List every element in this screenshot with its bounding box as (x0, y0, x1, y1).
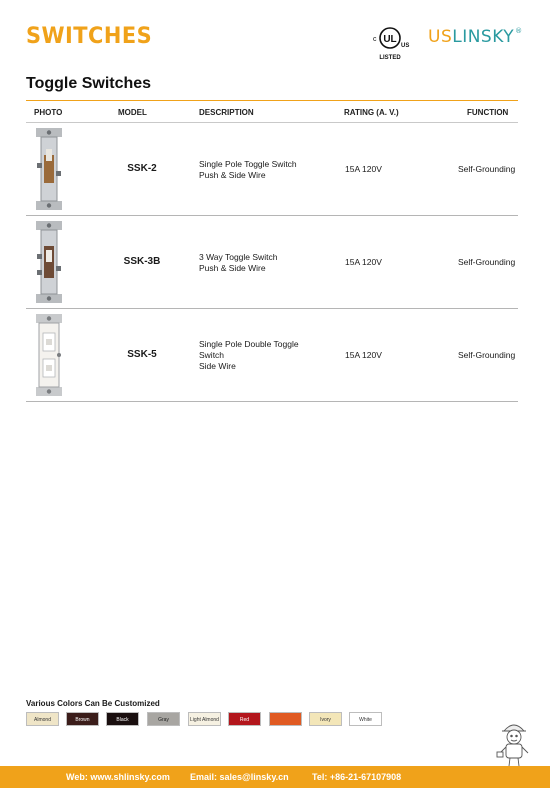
col-model: MODEL (118, 108, 147, 117)
color-swatch: Gray (147, 712, 180, 726)
model-number: SSK-5 (127, 349, 157, 360)
description-line: Push & Side Wire (199, 170, 266, 180)
function: Self-Grounding (458, 350, 516, 360)
table-row (26, 216, 518, 309)
description-line: Push & Side Wire (199, 263, 266, 273)
description-line: Single Pole Double Toggle (199, 339, 299, 349)
rating: 15A 120V (345, 350, 382, 360)
ul-c-text: c (373, 36, 377, 43)
ul-listed-logo (368, 21, 412, 63)
model-number: SSK-3B (123, 256, 161, 267)
footer-bar (0, 766, 550, 788)
col-function: FUNCTION (467, 108, 509, 117)
switch-photo (34, 313, 64, 397)
table-row (26, 123, 518, 216)
ul-text: UL (383, 34, 397, 45)
product-table (26, 100, 518, 402)
color-swatch: Brown (66, 712, 99, 726)
col-rating: RATING (A. V.) (344, 108, 399, 117)
col-description: DESCRIPTION (199, 108, 254, 117)
description-line: Side Wire (199, 361, 236, 371)
color-swatch: Red (228, 712, 261, 726)
color-swatch: White (349, 712, 382, 726)
description (199, 159, 309, 181)
brand-logo (428, 27, 523, 47)
color-swatch: Black (106, 712, 139, 726)
function: Self-Grounding (458, 164, 516, 174)
switch-photo (34, 220, 64, 304)
description (199, 252, 309, 274)
brand-part-us: US (428, 27, 453, 47)
mascot-illustration (492, 717, 536, 769)
rating: 15A 120V (345, 257, 382, 267)
switch-photo (34, 127, 64, 211)
color-swatch (269, 712, 302, 726)
table-row (26, 309, 518, 402)
brand-registered-mark: ® (515, 27, 523, 35)
description-line: Switch (199, 350, 225, 360)
col-photo: PHOTO (34, 108, 63, 117)
footer-tel: Tel: +86-21-67107908 (312, 772, 402, 782)
description (199, 339, 309, 372)
footer-web: Web: www.shlinsky.com (66, 772, 170, 782)
description-line: 3 Way Toggle Switch (199, 252, 278, 262)
ul-listed-text: LISTED (379, 55, 401, 61)
color-swatch: Light Almond (188, 712, 221, 726)
function: Self-Grounding (458, 257, 516, 267)
description-line: Single Pole Toggle Switch (199, 159, 297, 169)
brand-part-linsky: LINSKY (452, 27, 515, 47)
colors-title: Various Colors Can Be Customized (26, 699, 160, 708)
section-title: Toggle Switches (26, 75, 152, 92)
color-swatch: Almond (26, 712, 59, 726)
ul-us-text: US (401, 43, 410, 49)
rating: 15A 120V (345, 164, 382, 174)
page-title: SWITCHES (26, 24, 153, 49)
table-header (26, 100, 518, 123)
model-number: SSK-2 (127, 163, 157, 174)
color-swatch: Ivory (309, 712, 342, 726)
footer-email: Email: sales@linsky.cn (190, 772, 289, 782)
